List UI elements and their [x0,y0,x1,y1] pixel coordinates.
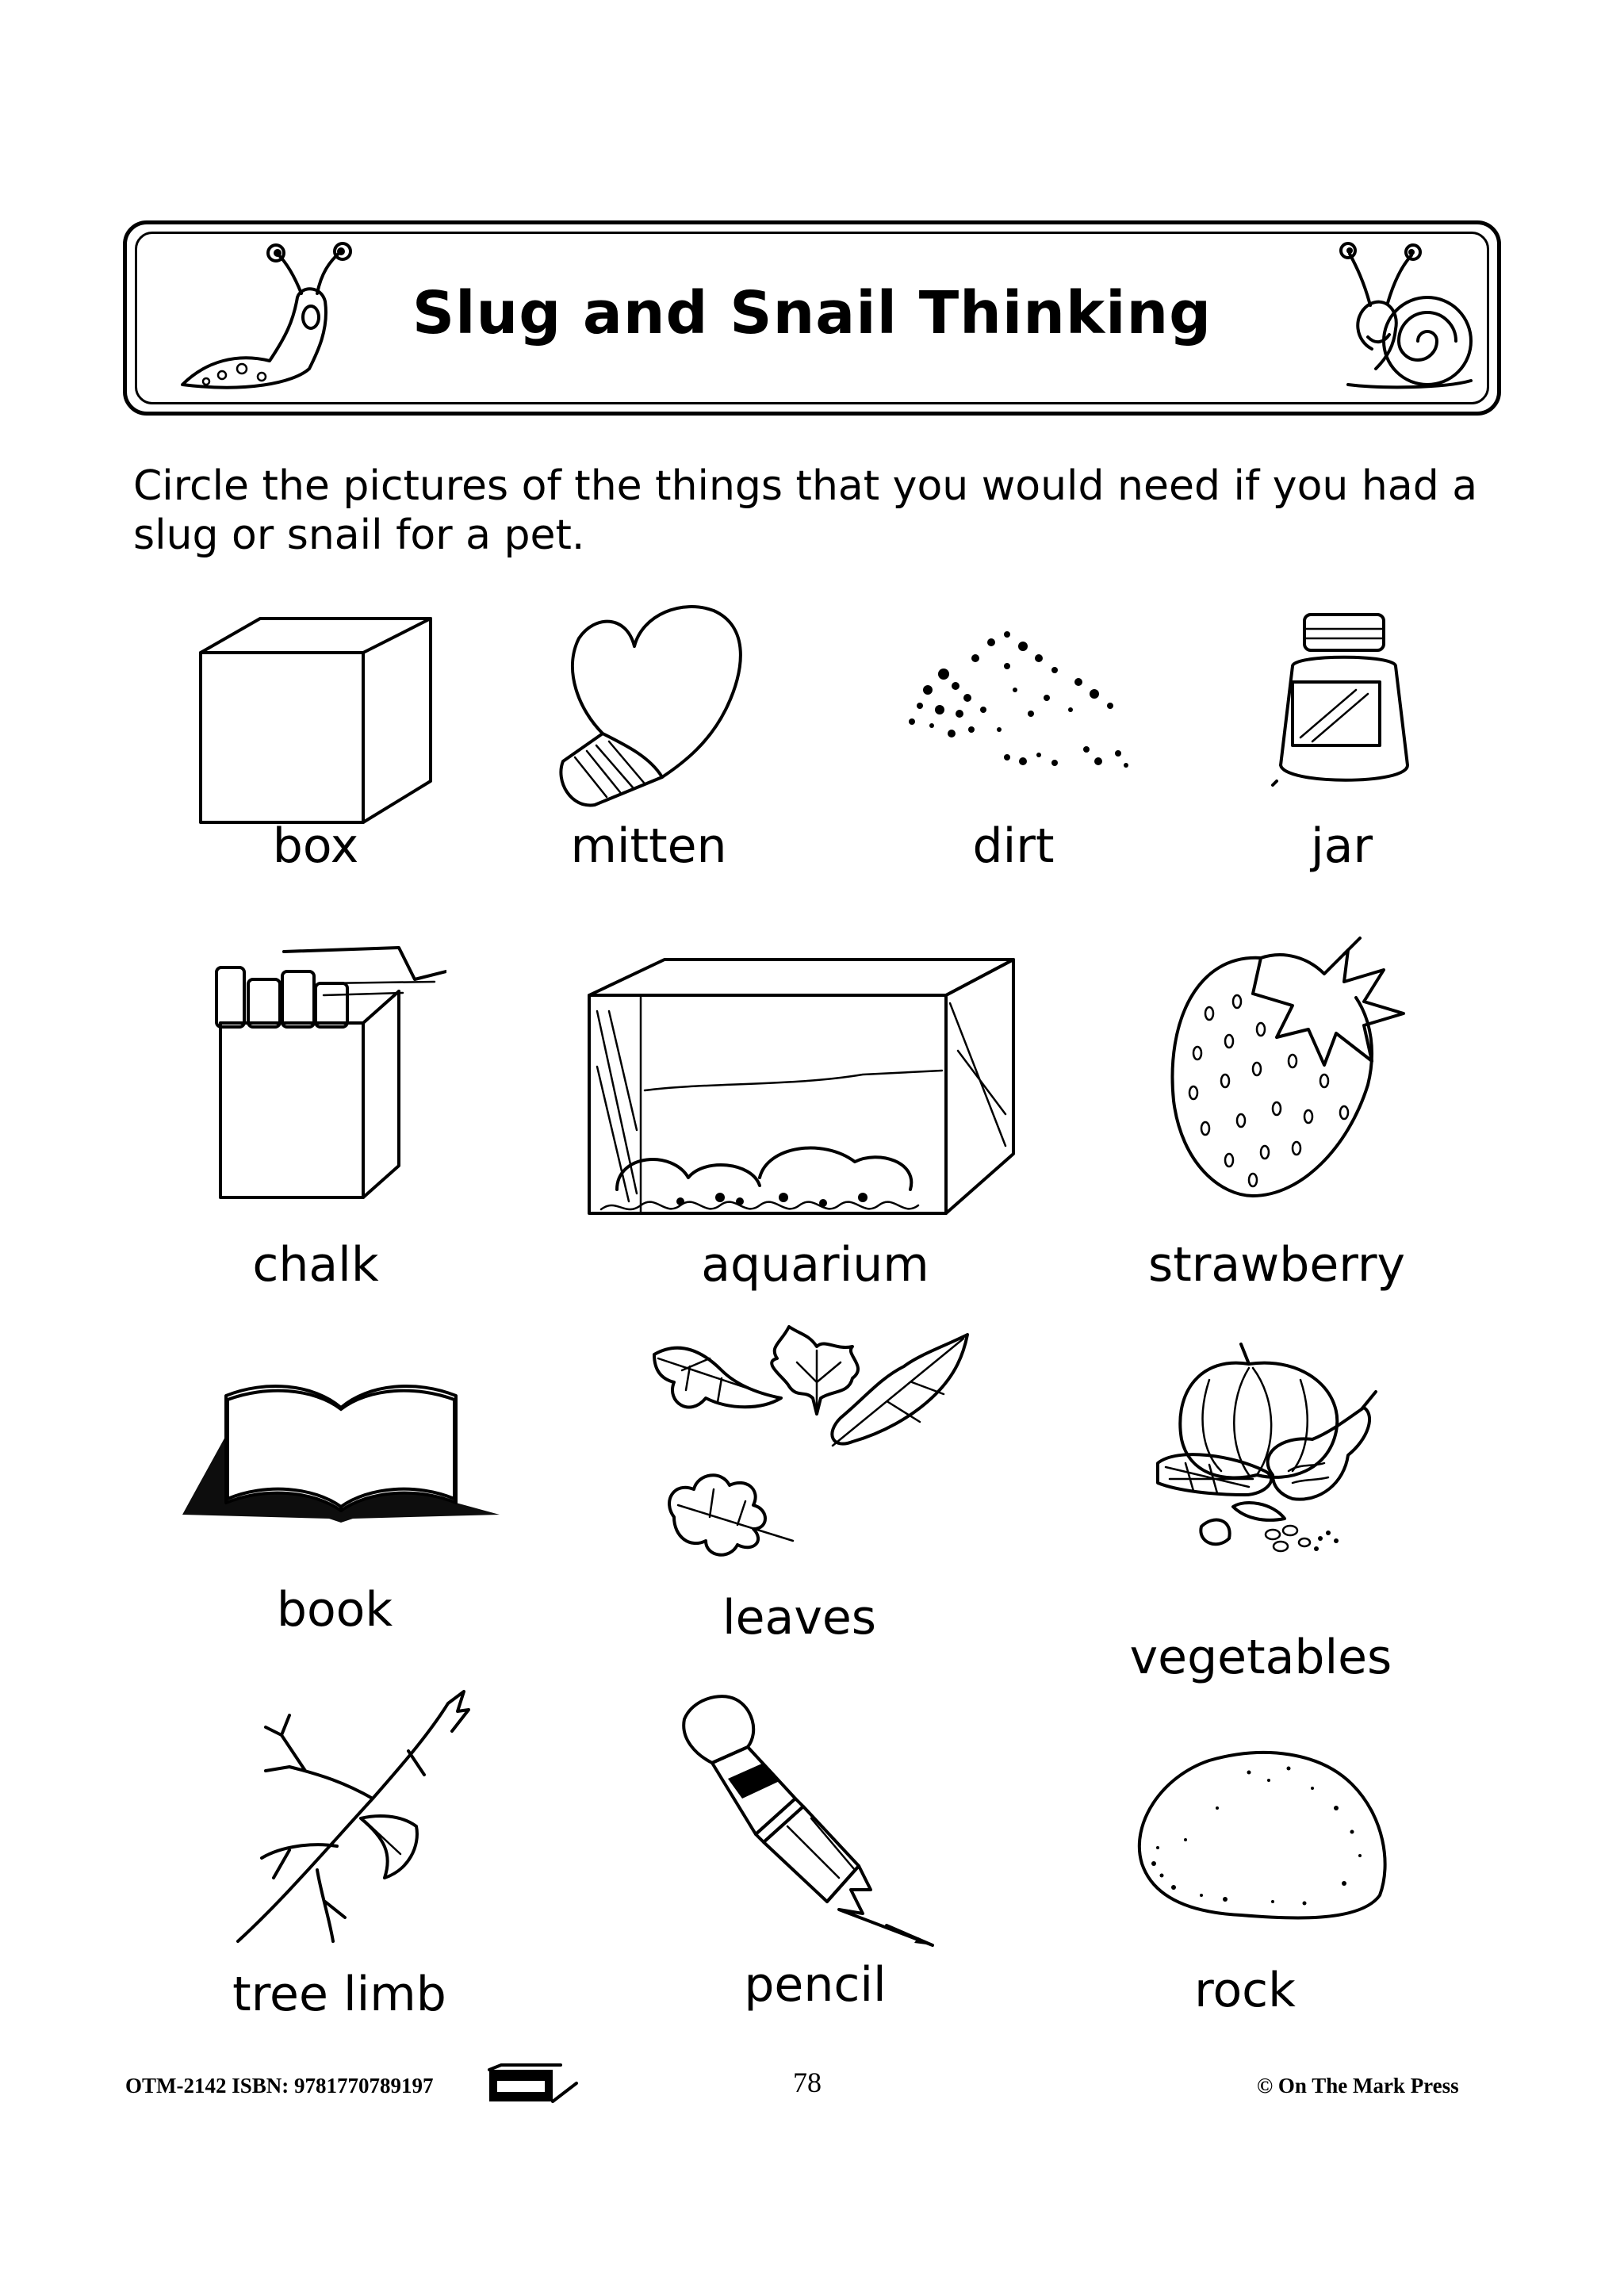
rock-picture [1130,1745,1392,1923]
vegetables-picture [1154,1336,1384,1586]
label-strawberry: strawberry [1147,1237,1406,1293]
leaves-picture [650,1323,975,1561]
footer-code: OTM-2142 ISBN: 9781770789197 [125,2074,434,2098]
label-dirt: dirt [972,818,1055,874]
label-chalk: chalk [252,1237,379,1293]
box-picture [197,615,435,829]
label-pencil: pencil [744,1957,887,2013]
label-box: box [272,818,359,874]
label-tree-limb: tree limb [232,1967,446,2022]
label-book: book [276,1582,393,1638]
chalk-picture [205,936,446,1201]
snail-illustration [1332,238,1483,397]
label-vegetables: vegetables [1129,1630,1392,1685]
tree-limb-picture [234,1688,472,1949]
pencil-picture [680,1688,938,1949]
aquarium-picture [585,956,1017,1221]
label-aquarium: aquarium [701,1237,929,1293]
publisher-logo-icon [485,2063,580,2107]
dirt-picture [896,611,1134,777]
book-picture [178,1376,504,1523]
label-mitten: mitten [570,818,727,874]
label-rock: rock [1194,1963,1296,2018]
strawberry-picture [1166,934,1408,1200]
label-leaves: leaves [722,1590,877,1645]
jar-picture [1269,607,1415,789]
page-title: Slug and Snail Thinking [412,279,1212,347]
footer-publisher: © On The Mark Press [1257,2074,1459,2098]
instructions: Circle the pictures of the things that you would need if you had a slug or snail for a pet. [133,462,1478,559]
page-number: 78 [793,2067,822,2098]
mitten-picture [547,599,757,817]
label-jar: jar [1310,818,1373,874]
